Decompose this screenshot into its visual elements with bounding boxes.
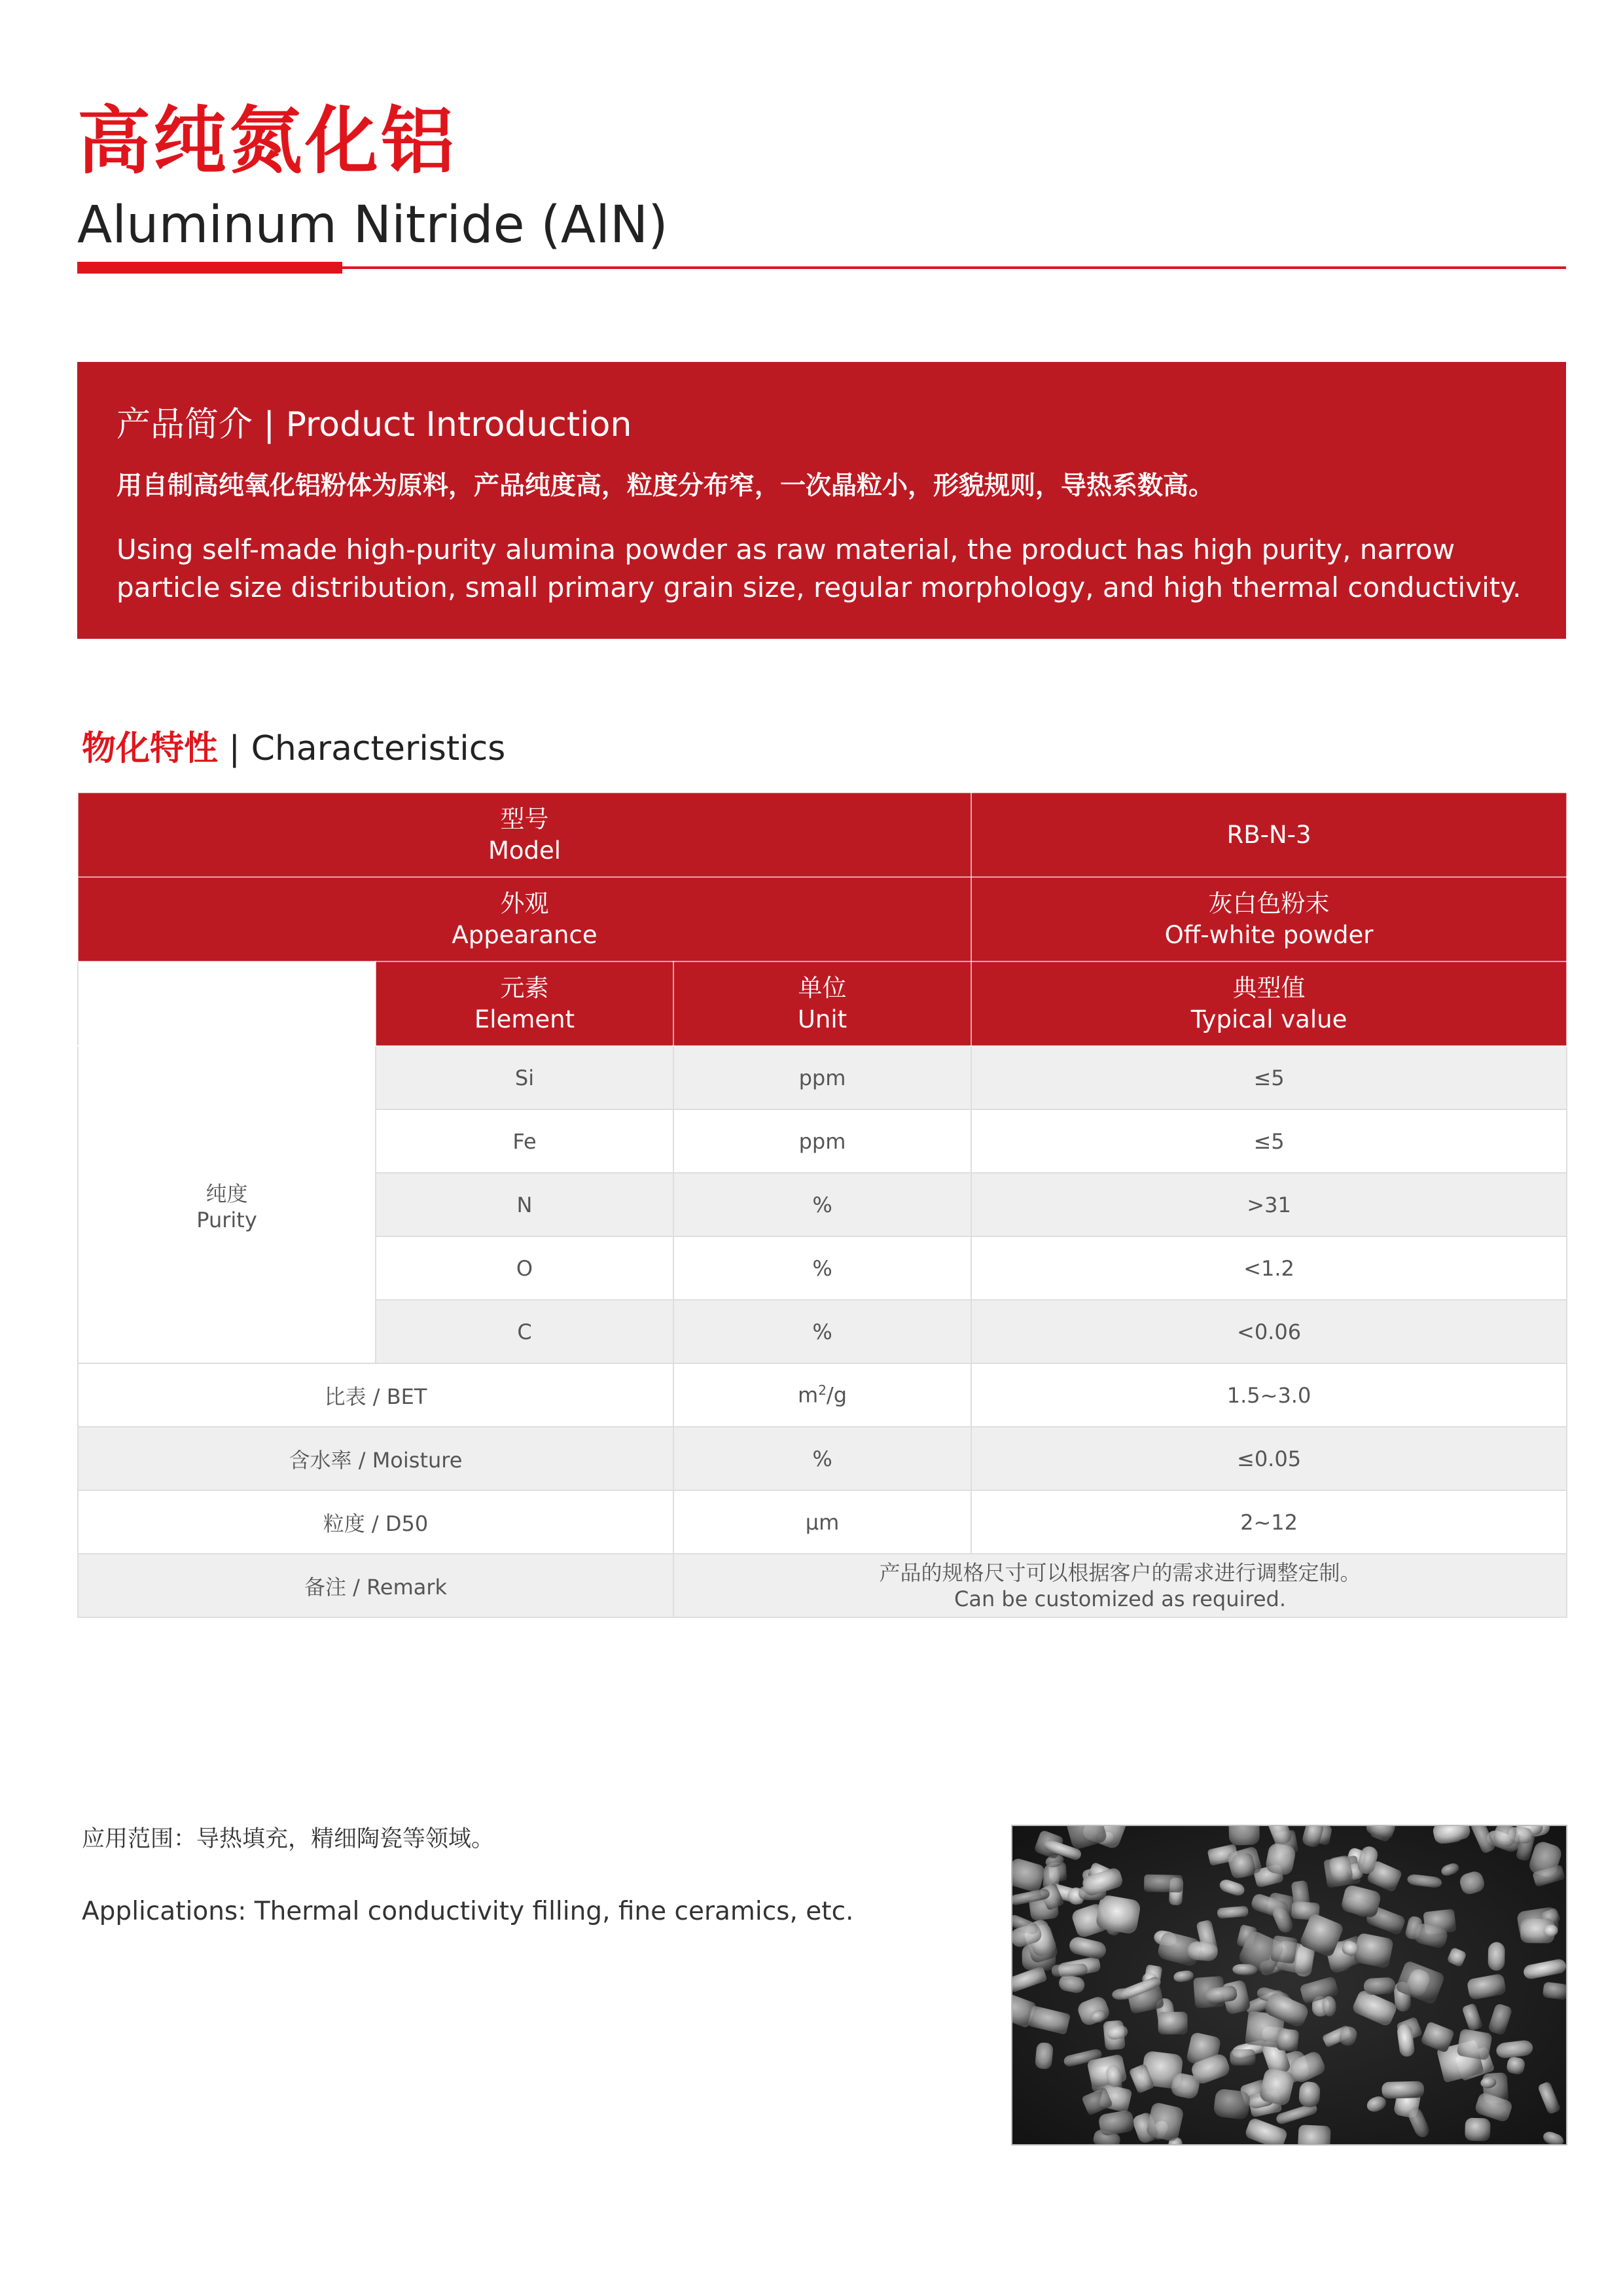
appearance-label-cn: 外观 bbox=[500, 889, 549, 918]
value-cell: <1.2 bbox=[971, 1236, 1567, 1300]
unit-cell: % bbox=[673, 1300, 971, 1363]
characteristics-heading bbox=[82, 729, 506, 768]
sem-grain bbox=[1297, 2125, 1330, 2144]
typical-header-en: Typical value bbox=[1190, 1005, 1347, 1033]
moisture-row bbox=[78, 1427, 1567, 1490]
d50-unit: μm bbox=[673, 1490, 971, 1554]
moisture-value: ≤0.05 bbox=[971, 1427, 1567, 1490]
intro-heading: 产品简介 | Product Introduction bbox=[116, 405, 632, 444]
value-cell: ≤5 bbox=[971, 1109, 1567, 1173]
unit-header-cell bbox=[673, 961, 971, 1046]
value-cell: >31 bbox=[971, 1173, 1567, 1236]
sem-grain bbox=[1213, 2088, 1251, 2120]
sem-grain bbox=[1465, 2118, 1491, 2142]
model-label-cell bbox=[78, 793, 971, 877]
unit-cell: % bbox=[673, 1236, 971, 1300]
remark-value-en: Can be customized as required. bbox=[954, 1586, 1286, 1611]
moisture-unit: % bbox=[673, 1427, 971, 1490]
product-introduction-panel bbox=[77, 362, 1566, 639]
model-label-cn: 型号 bbox=[500, 804, 549, 833]
element-header-en: Element bbox=[474, 1005, 575, 1033]
d50-value: 2~12 bbox=[971, 1490, 1567, 1554]
sem-micrograph bbox=[1011, 1825, 1567, 2145]
sem-grain bbox=[1488, 1942, 1505, 1971]
sem-micrograph-illustration bbox=[1012, 1826, 1566, 2144]
unit-cell: % bbox=[673, 1173, 971, 1236]
appearance-label-en: Appearance bbox=[452, 920, 597, 949]
sem-grain bbox=[1382, 2081, 1424, 2098]
remark-value-cell bbox=[673, 1554, 1567, 1617]
bet-unit-tail: /g bbox=[826, 1382, 847, 1408]
appearance-value-en: Off-white powder bbox=[1164, 920, 1374, 949]
appearance-value-cell bbox=[971, 877, 1567, 961]
sem-grain bbox=[1144, 1874, 1183, 1893]
appearance-row bbox=[78, 877, 1567, 961]
bet-row bbox=[78, 1363, 1567, 1427]
sem-grain bbox=[1052, 1964, 1088, 1977]
typical-header-cn: 典型值 bbox=[1232, 973, 1306, 1002]
applications-text-cn: 应用范围：导热填充，精细陶瓷等领域。 bbox=[82, 1826, 495, 1852]
sem-grain bbox=[1035, 2042, 1054, 2070]
element-cell: Si bbox=[376, 1046, 673, 1109]
typical-header-cell bbox=[971, 961, 1567, 1046]
purity-label-en: Purity bbox=[196, 1207, 257, 1232]
intro-text-en: Using self-made high-purity alumina powder as raw material, the product has high purity, narrow particle size distribution, small primary grain size, regular morphology, and high thermal conductivity. bbox=[116, 533, 1522, 603]
element-cell: N bbox=[376, 1173, 673, 1236]
bet-value: 1.5~3.0 bbox=[971, 1363, 1567, 1427]
product-title-cn: 高纯氮化铝 bbox=[77, 99, 457, 184]
sem-grain bbox=[1543, 1982, 1566, 2000]
sem-grain bbox=[1095, 1894, 1141, 1935]
value-cell: ≤5 bbox=[971, 1046, 1567, 1109]
value-cell: <0.06 bbox=[971, 1300, 1567, 1363]
element-header-cell bbox=[376, 961, 673, 1046]
element-header-cn: 元素 bbox=[500, 973, 549, 1002]
empty-header-cell bbox=[78, 961, 376, 1046]
sem-grain bbox=[1228, 1826, 1260, 1846]
d50-row bbox=[78, 1490, 1567, 1554]
sem-grain bbox=[1232, 1964, 1257, 1975]
appearance-value-cn: 灰白色粉末 bbox=[1208, 889, 1330, 918]
characteristics-heading-cn: 物化特性 bbox=[82, 729, 219, 768]
model-value-cell bbox=[971, 793, 1567, 877]
element-cell: O bbox=[376, 1236, 673, 1300]
remark-row bbox=[78, 1554, 1567, 1617]
moisture-label: 含水率 / Moisture bbox=[78, 1427, 673, 1490]
element-cell: C bbox=[376, 1300, 673, 1363]
model-value: RB-N-3 bbox=[1226, 820, 1311, 849]
d50-label: 粒度 / D50 bbox=[78, 1490, 673, 1554]
unit-header-cn: 单位 bbox=[798, 973, 847, 1002]
sem-grain bbox=[1456, 2028, 1492, 2060]
characteristics-heading-en: Characteristics bbox=[251, 729, 506, 768]
applications-text-en: Applications: Thermal conductivity filling, fine ceramics, etc. bbox=[82, 1897, 854, 1926]
sem-grain bbox=[1158, 2012, 1188, 2035]
sem-grain bbox=[1276, 2028, 1299, 2052]
purity-label-cn: 纯度 bbox=[205, 1181, 248, 1206]
bet-unit-exponent: 2 bbox=[818, 1382, 827, 1399]
characteristics-table bbox=[77, 792, 1567, 1618]
purity-label-cell bbox=[78, 1046, 376, 1363]
sem-grain bbox=[1187, 1941, 1219, 1962]
table-row bbox=[78, 1046, 1567, 1109]
unit-cell: ppm bbox=[673, 1046, 971, 1109]
remark-value-cn: 产品的规格尺寸可以根据客户的需求进行调整定制。 bbox=[879, 1560, 1361, 1585]
sem-grain bbox=[1230, 2049, 1255, 2066]
bet-unit bbox=[673, 1363, 971, 1427]
intro-text-cn: 用自制高纯氧化铝粉体为原料，产品纯度高，粒度分布窄，一次晶粒小，形貌规则，导热系数高。 bbox=[116, 471, 1215, 501]
element-cell: Fe bbox=[376, 1109, 673, 1173]
remark-label: 备注 / Remark bbox=[78, 1554, 673, 1617]
sem-grain bbox=[1270, 1935, 1298, 1964]
appearance-label-cell bbox=[78, 877, 971, 961]
title-divider-accent bbox=[77, 262, 342, 274]
unit-cell: ppm bbox=[673, 1109, 971, 1173]
model-label-en: Model bbox=[488, 836, 562, 865]
model-row bbox=[78, 793, 1567, 877]
unit-header-en: Unit bbox=[797, 1005, 847, 1033]
bet-label: 比表 / BET bbox=[78, 1363, 673, 1427]
product-title-en: Aluminum Nitride (AlN) bbox=[77, 196, 668, 255]
column-header-row bbox=[78, 961, 1567, 1046]
characteristics-heading-separator: | bbox=[218, 729, 251, 768]
sem-grain bbox=[1298, 2081, 1321, 2108]
bet-unit-base: m bbox=[798, 1382, 819, 1408]
sem-grain bbox=[1363, 1977, 1396, 1996]
